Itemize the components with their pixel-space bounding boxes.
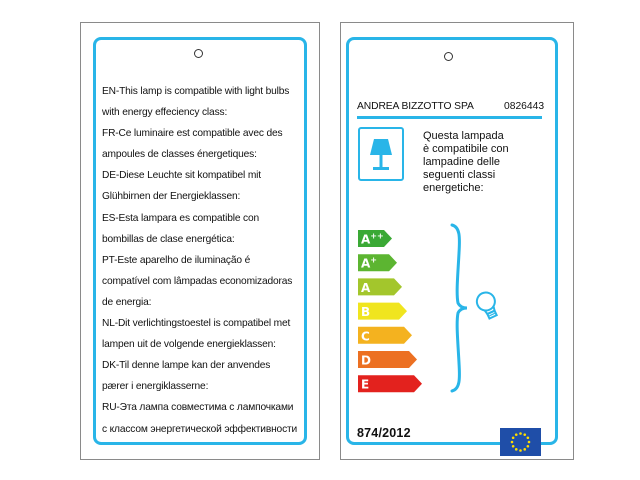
eu-star [527,436,530,439]
energy-class-plus: + [370,255,377,265]
text-line: DE-Diese Leuchte sit kompatibel mit [102,170,261,182]
eu-star [515,448,518,451]
text-line: with energy effeciency class: [102,107,228,119]
light-bulb-icon [473,289,503,323]
eu-star [523,433,526,436]
eu-star [515,433,518,436]
lamp-icon-box [358,127,404,181]
compatibility-line: seguenti classi [423,169,496,181]
energy-class-arrow [358,254,397,271]
energy-class-letter: E [361,377,370,392]
energy-class-letter: C [361,329,370,344]
eu-star [512,436,515,439]
energy-class-arrow [358,303,407,320]
text-line: FR-Ce luminaire est compatible avec des [102,128,283,140]
energy-class-letter: A+ [361,255,377,271]
energy-class-letter: D [361,353,371,368]
energy-class-arrow [358,375,422,392]
product-code: 0826443 [504,101,545,112]
energy-class-letter: B [361,305,371,320]
energy-class-letter: A++ [361,231,384,247]
eu-star [512,445,515,448]
eu-star [527,445,530,448]
text-line: DK-Til denne lampe kan der anvendes [102,360,271,372]
hang-hole [194,49,203,58]
compatibility-line: energetiche: [423,182,484,194]
compatibility-line: Questa lampada [423,130,504,142]
energy-class-arrow [358,278,402,295]
text-line: ES-Esta lampara es compatible con [102,212,259,224]
text-line: PT-Este aparelho de iluminação é [102,254,251,266]
curly-brace [446,223,468,393]
compatibility-text [423,130,509,195]
text-line: de energia: [102,296,152,308]
eu-star [528,441,531,444]
multilingual-text [102,81,297,440]
text-line: NL-Dit verlichtingstoestel is compatibel met [102,318,291,330]
energy-class-arrow [358,230,392,247]
energy-label-card [340,22,574,460]
eu-star [519,449,522,452]
text-line: compatível com lâmpadas economizadoras [102,275,293,287]
energy-class-scale [358,230,430,400]
eu-flag-icon [500,428,541,456]
text-line: pærer i energiklasserne: [102,381,209,393]
text-line: bombillas de clase energética: [102,233,235,245]
regulation-number: 874/2012 [357,426,411,440]
compatibility-line: lampadine delle [423,156,501,168]
text-line: RU-Эта лампа совместима с лампочками [102,402,294,414]
text-line: Glühbirnen der Energieklassen: [102,191,241,203]
multilingual-label-card [80,22,320,460]
eu-star [511,441,514,444]
eu-star [523,448,526,451]
text-line: ampoules de classes énergetiques: [102,149,257,161]
eu-star [519,432,522,435]
text-line: с классом энергетической эффективности [102,423,298,435]
energy-class-arrow [358,327,412,344]
energy-class-arrow [358,351,417,368]
hang-hole [444,52,453,61]
text-line: lampen uit de volgende energieklassen: [102,339,276,351]
energy-class-letter: A [361,280,371,295]
header-rule [357,116,542,119]
text-line: EN-This lamp is compatible with light bulbs [102,86,290,97]
compatibility-line: è compatibile con [423,143,509,155]
energy-class-plus: ++ [370,231,384,241]
table-lamp-icon [368,137,394,173]
brand-name: ANDREA BIZZOTTO SPA [357,101,474,112]
